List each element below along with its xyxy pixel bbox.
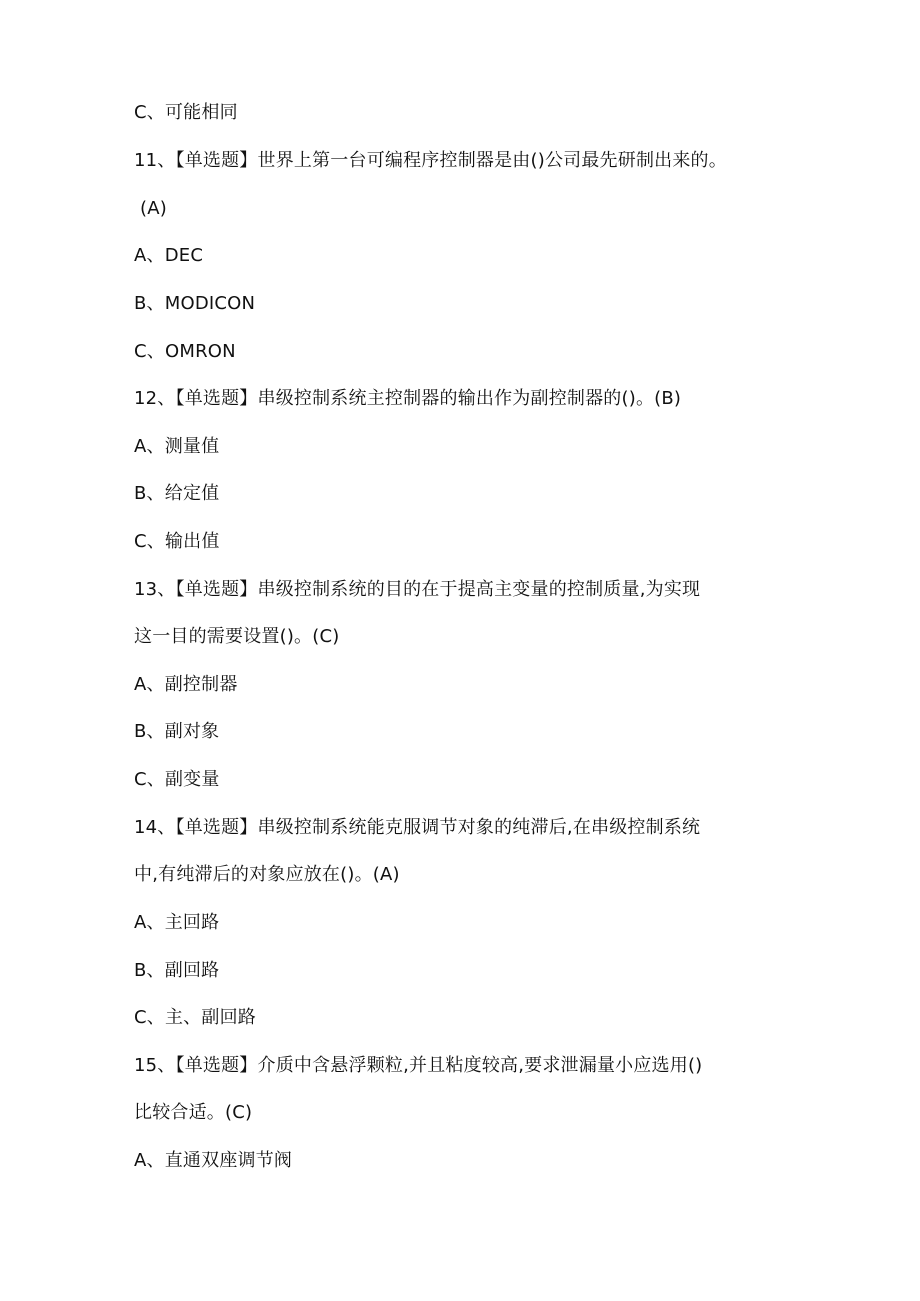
question-12: 12、【单选题】串级控制系统主控制器的输出作为副控制器的()。(B) [134, 388, 682, 409]
question-13: 13、【单选题】串级控制系统的目的在于提高主变量的控制质量,为实现 [134, 579, 701, 600]
option-c-q14: C、主、副回路 [134, 1007, 256, 1028]
question-14: 14、【单选题】串级控制系统能克服调节对象的纯滞后,在串级控制系统 [134, 817, 701, 838]
question-15: 15、【单选题】介质中含悬浮颗粒,并且粘度较高,要求泄漏量小应选用() [134, 1055, 703, 1076]
option-b-q14: B、副回路 [134, 960, 220, 981]
option-b-q13: B、副对象 [134, 721, 220, 742]
option-c-q11: C、OMRON [134, 341, 236, 362]
option-b-q11: B、MODICON [134, 293, 256, 314]
question-14-cont: 中,有纯滞后的对象应放在()。(A) [134, 864, 400, 885]
option-a-q13: A、副控制器 [134, 674, 238, 695]
option-c-q13: C、副变量 [134, 769, 220, 790]
option-b-q12: B、给定值 [134, 483, 220, 504]
option-a-q12: A、测量值 [134, 436, 220, 457]
option-a-q15: A、直通双座调节阀 [134, 1150, 293, 1171]
question-11: 11、【单选题】世界上第一台可编程序控制器是由()公司最先研制出来的。 [134, 150, 727, 171]
option-a-q14: A、主回路 [134, 912, 220, 933]
question-15-cont: 比较合适。(C) [134, 1102, 253, 1123]
question-13-cont: 这一目的需要设置()。(C) [134, 626, 340, 647]
answer-11: (A) [140, 198, 167, 219]
option-c-q10: C、可能相同 [134, 102, 238, 123]
option-a-q11: A、DEC [134, 245, 204, 266]
option-c-q12: C、输出值 [134, 531, 220, 552]
